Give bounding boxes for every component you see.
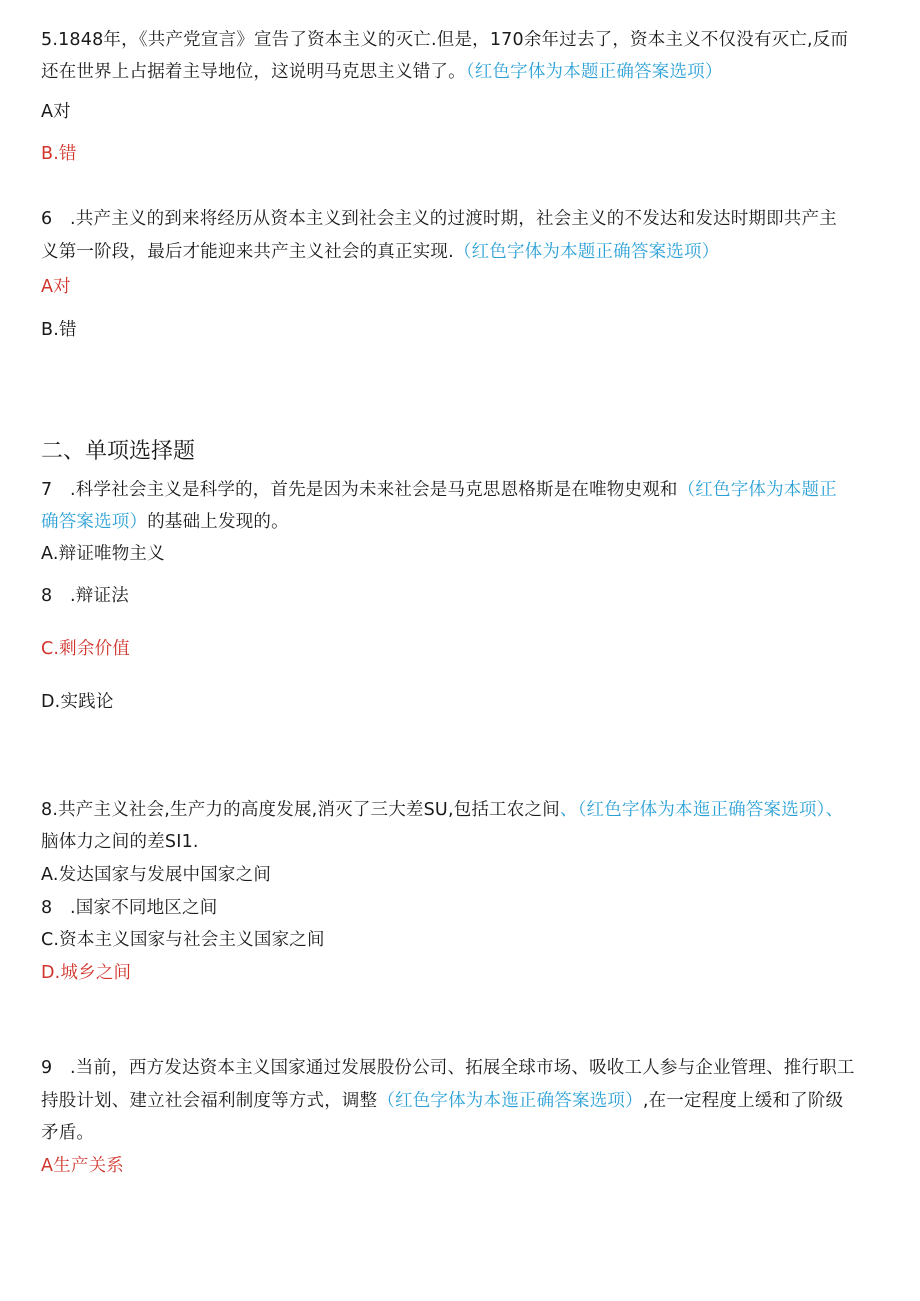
q7-stem-text: 7 .科学社会主义是科学的，首先是因为未来社会是马克思恩格斯是在唯物史观和 <box>41 480 678 500</box>
q9-stem-tail: ,在一定程度上缓和了阶级 <box>642 1091 844 1111</box>
q9-stem-line1: 9 .当前，西方发达资本主义国家通过发展股份公司、拓展全球市场、吸收工人参与企业管理、推行职工 <box>41 1058 855 1078</box>
q7-option-a: A.辩证唯物主义 <box>41 544 165 564</box>
q5-stem-line2 <box>41 60 723 84</box>
q7-stem-line2 <box>41 510 289 534</box>
section-title: 二、单项选择题 <box>41 439 196 464</box>
q8-option-a: A.发达国家与发展中国家之间 <box>41 865 272 885</box>
q5-option-a: A对 <box>41 102 71 122</box>
q8-option-c: C.资本主义国家与社会主义国家之间 <box>41 930 325 950</box>
q6-stem-text: 义第一阶段，最后才能迎来共产主义社会的真正实现. <box>41 242 454 262</box>
q5-answer-note: （红色字体为本题正确答案选项） <box>465 62 723 82</box>
q7-stem-line1 <box>41 478 837 502</box>
q7-option-c-correct: C.剩余价值 <box>41 639 130 659</box>
q5-stem-line1: 5.1848年，《共产党宣言》宣告了资本主义的灭亡.但是，170余年过去了，资本主义不仅没有灭亡,反而 <box>41 30 849 50</box>
q8-stem-text: 8.共产主义社会,生产力的高度发展,消灭了三大差SU,包括工农之间 <box>41 800 560 820</box>
q9-stem-text: 持股计划、建立社会福利制度等方式，调整 <box>41 1091 378 1111</box>
q7-option-b: 8 .辩证法 <box>41 586 129 606</box>
q7-option-d: D.实践论 <box>41 692 114 712</box>
q6-option-b: B.错 <box>41 320 77 340</box>
q6-option-a-correct: A对 <box>41 277 71 297</box>
q9-stem-line3: 矛盾。 <box>41 1123 95 1143</box>
q8-option-b: 8 .国家不同地区之间 <box>41 898 218 918</box>
q9-stem-line2 <box>41 1089 843 1113</box>
q8-stem-line2: 脑体力之间的差SI1. <box>41 832 199 852</box>
q6-answer-note: （红色字体为本题正确答案选项） <box>453 242 720 262</box>
q6-stem-line2 <box>41 240 719 264</box>
q8-stem-line1 <box>41 798 843 822</box>
q7-stem-tail: 的基础上发现的。 <box>147 512 289 532</box>
q5-option-b-correct: B.错 <box>41 144 77 164</box>
q7-answer-note-part2: 确答案选项） <box>41 512 148 532</box>
q8-answer-note: 、（红色字体为本迤正确答案选项）、 <box>559 800 844 820</box>
q7-answer-note-part1: （红色字体为本题正 <box>677 480 837 500</box>
q5-stem-text: 还在世界上占据着主导地位，这说明马克思主义错了。 <box>41 62 466 82</box>
q6-stem-line1: 6 .共产主义的到来将经历从资本主义到社会主义的过渡时期，社会主义的不发达和发达时期即共产主 <box>41 209 837 229</box>
q8-option-d-correct: D.城乡之间 <box>41 963 132 983</box>
q9-answer-note: （红色字体为本迤正确答案选项） <box>377 1091 643 1111</box>
q9-option-a-correct: A生产关系 <box>41 1156 124 1176</box>
